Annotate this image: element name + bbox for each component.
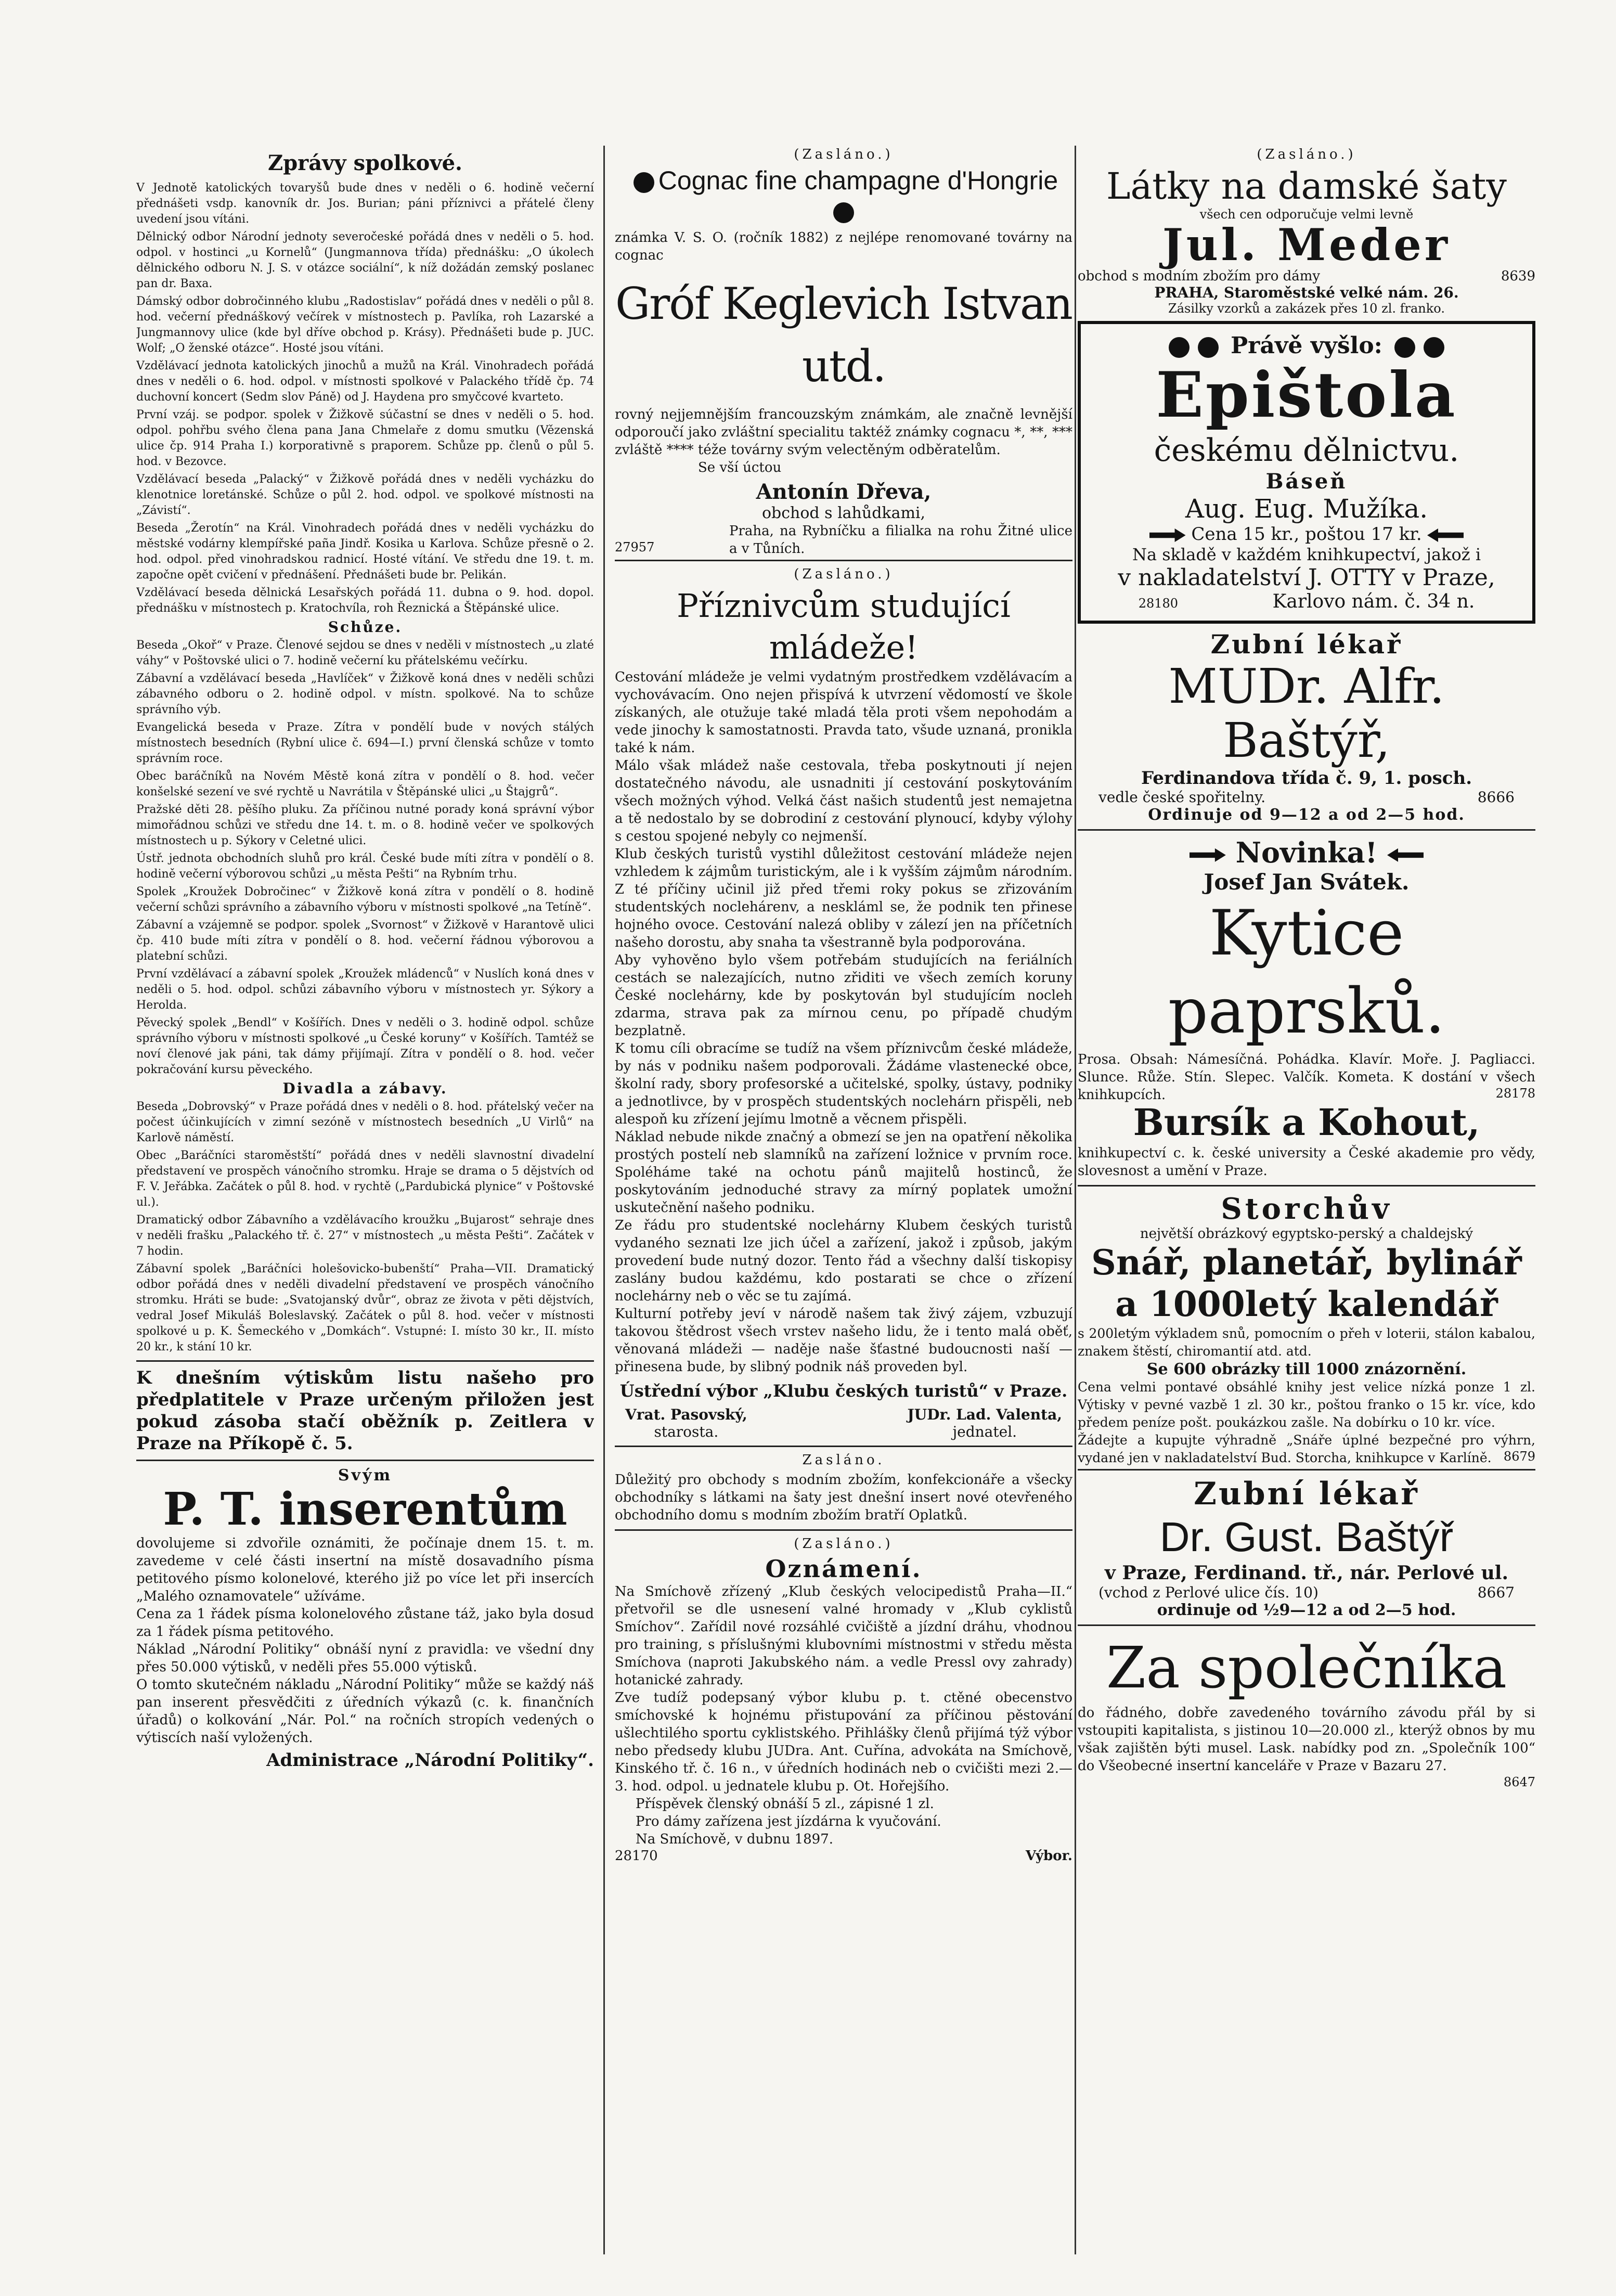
zaslano-label: Zasláno.	[802, 1452, 885, 1468]
author: Aug. Eug. Mužíka.	[1185, 494, 1428, 524]
dentist-name: Dr. Gust. Baštýř	[1159, 1514, 1454, 1560]
column-rule	[1075, 146, 1076, 2254]
news-item: Zábavní a vzdělávací beseda „Havlíček“ v Žižkově koná dnes v neděli schůzi zábavného odboru o 2. hodině odpol. v místn. spolkové. Na to schůze správního výb.	[136, 672, 594, 716]
news-item: Vzdělávací jednota katolických jinochů a mužů na Král. Vinohradech pořádá dnes v neděli o 6. hod. odpol. v místnosti spolkové v Palackého třídě čp. 74 duchovní koncert (Sedm slov Páně) od J. Haydena pro smyčcové kvarteto.	[136, 359, 594, 404]
ad-number: 8667	[1477, 1584, 1515, 1601]
administration-sign: Administrace „Národní Politiky“.	[266, 1750, 594, 1771]
dreva-sub: obchod s lahůdkami,	[761, 504, 926, 522]
bullet-dot	[1198, 337, 1219, 358]
divider	[1078, 829, 1535, 831]
meder-line	[1078, 268, 1535, 284]
signature-name: Výbor.	[1025, 1848, 1072, 1864]
ad-number: 8679	[1503, 1449, 1535, 1464]
article-paragraph: Aby vyhověno bylo všem potřebám studujících na feriálních cestách se nalezajících, nutno zřiditi ve všech zemích koruny České noclehárny, kde by poskytován byl studujícím nocleh zdarma, strava pak za mírnou cenu, po případě chudým bezplatně.	[615, 952, 1072, 1039]
dentist-label: Zubní lékař	[1194, 1476, 1419, 1512]
announcement-heading: Oznámení.	[765, 1555, 922, 1583]
announcement-footer	[615, 1848, 1072, 1864]
divider	[615, 1446, 1072, 1447]
article-paragraph: Příspěvek členský obnáší 5 zl., zápisné 1 zl.	[636, 1796, 934, 1812]
news-item: V Jednotě katolických tovaryšů bude dnes v neděli o 6. hodině večerní přednášeti vsdp. kanovník dr. Jos. Burian; páni příznivci a přátelé členy uvedení jsou vítáni.	[136, 182, 594, 226]
signature-name: Vrat. Pasovský,	[625, 1406, 747, 1423]
news-item: Ústř. jednota obchodních sluhů pro král. České bude míti zítra v pondělí o 8. hodině večerní výborovou schůzi „u města Pešti“ na Rybním trhu.	[136, 852, 594, 881]
latky-heading: Látky na damské šaty	[1106, 165, 1507, 208]
book-contents: Prosa. Obsah: Námesíčná. Pohádka. Klavír. Moře. J. Pagliacci. Slunce. Růže. Stín. Slepec. Valčík. Kometa. K dostání v všech knihkupcích.	[1078, 1052, 1535, 1103]
bullet-dot	[1169, 337, 1190, 358]
divider	[1078, 1624, 1535, 1626]
availability: Na skladě v každém knihkupectví, jakož i	[1132, 545, 1481, 564]
news-item: Zábavní a vzájemně se podpor. spolek „Svornost“ v Žižkově v Harantově ulici čp. 410 bude míti zítra v pondělí o 8. hod. večerní řádnou výborovou a platební schůzi.	[136, 919, 594, 963]
news-item: Pražské děti 28. pěšího pluku. Za příčinou nutné porady koná správní výbor mimořádnou schůzi ve středu dne 14. t. m. o 8. hodině večer ve spolkových místnostech u p. Sýkory v Celetné ulici.	[136, 803, 594, 847]
meder-brand: Jul. Meder	[1162, 219, 1451, 270]
bookshop-name: Bursík a Kohout,	[1133, 1101, 1480, 1144]
book-author: Josef Jan Svátek.	[1204, 869, 1410, 895]
epistola-subtitle: českému dělnictvu.	[1154, 432, 1459, 469]
cognac-subtitle: známka V. S. O. (ročník 1882) z nejlépe renomované továrny na cognac	[615, 230, 1072, 263]
students-heading: Příznivcům studující mládeže!	[677, 587, 1011, 666]
section-title: Zprávy spolkové.	[268, 151, 462, 175]
news-item: Evangelická beseda v Praze. Zítra v pondělí bude v nových stálých místnostech besedních (Rybní ulice č. 694—I.) první členská schůze v tomto správním roce.	[136, 721, 594, 765]
column-rule	[603, 146, 605, 2254]
signatures	[615, 1406, 1072, 1440]
dentist-line	[1078, 789, 1535, 806]
dreambook-text: s 200letým výkladem snů, pomocním o přeh v loterii, stálon kabalou, znakem štěstí, chiromantií atd. atd.	[1078, 1326, 1535, 1359]
dentist-hours: ordinuje od ½9—12 a od 2—5 hod.	[1157, 1601, 1456, 1619]
cognac-text: rovný nejjemnějším francouzským známkám, ale značně levnější odporoučí jako zvláštní specialitu taktéž známky cognacu *, **, *** zvláště **** téže továrny svým velectěným odběratelům.	[615, 407, 1072, 458]
publisher: v nakladatelství J. OTTY v Praze,	[1118, 564, 1495, 591]
partner-heading: Za společníka	[1106, 1634, 1507, 1701]
zaslano-label: (Zasláno.)	[794, 1536, 894, 1552]
keglevich-brand: Gróf Keglevich Istvan utd.	[615, 278, 1072, 392]
publisher-line	[1091, 591, 1522, 612]
zaslano-label: (Zasláno.)	[794, 147, 894, 162]
inserent-text: O tomto skutečném nákladu „Národní Politiky“ může se každý náš pan inserent přesvědčiti z úředních výkazů (c. k. finančních úřadů) o kolkování „Nár. Pol.“ na ročních stropích vedených o výtiscích naší vyložených.	[136, 1677, 594, 1746]
article-paragraph: Málo však mládež naše cestovala, třeba poskytnouti jí nejen dostatečného návodu, ale usnadniti jí cestování poskytováním všech možných výhod. Velká část našich studentů jest nemajetna a tě nedostalo by se dobrodiní z cestování plynoucí, kdyby výlohy s cestou spojené nebyly co nejmenší.	[615, 758, 1072, 844]
signature-role: starosta.	[654, 1423, 719, 1440]
meder-text: obchod s modním zbožím pro dámy	[1078, 268, 1321, 284]
meder-note: Zásilky vzorků a zakázek přes 10 zl. franko.	[1168, 301, 1445, 316]
inserent-text: Cena za 1 řádek písma kolonelového zůstane táž, jako byla dosud za 1 řádek písma petitového.	[136, 1606, 594, 1640]
news-item: Dělnický odbor Národní jednoty severočeské pořádá dnes v neděli o 5. hod. odpol. v hostinci „u Kornelů“ (Jungmannova třída) přednášku: „O úkolech dělnického odboru N. J. S. v otázce sociální“, k níž dožádán zemský poslanec pan dr. Baxa.	[136, 230, 594, 290]
pointing-hand-icon	[1427, 528, 1464, 542]
book-title: Kytice paprsků.	[1168, 897, 1445, 1048]
column-middle	[615, 135, 1072, 2265]
cognac-greeting: Se vší úctou	[698, 460, 782, 475]
news-item: Dámský odbor dobročinného klubu „Radostislav“ pořádá dnes v neděli o půl 8. hod. večerní přednáškový večírek v místnostech p. Pavlíka, roh Lazarské a Jungmannovy ulice (kde byl dříve obchod p. Krásy). Přednášeti bude p. JUC. Wolf; „O ženské otázce“. Hosté jsou vítáni.	[136, 295, 594, 355]
inserent-text: Náklad „Národní Politiky“ obnáší nyní z pravidla: ve všední dny přes 50.000 výtisků, v neděli přes 55.000 výtisků.	[136, 1642, 594, 1675]
ad-number: 8647	[1503, 1775, 1535, 1789]
bullet-dot	[1424, 337, 1444, 358]
pointing-hand-icon	[1190, 848, 1226, 862]
article-paragraph: Na Smíchově zřízený „Klub českých velocipedistů Praha—II.“ přetvořil se dle usnesení valné hromady v „Klub cyklistů Smíchov“. Zařídil nové rozsáhlé cvičiště a jízdní dráhu, vhodnou pro training, s příslušnými klubovními místnostmi v středu města Smíchova (naproti Jakubského nám. a vedle Pressl ovy zahrady) hotanické zahrady.	[615, 1584, 1072, 1688]
article-paragraph: Kulturní potřeby jeví v národě našem tak živý zájem, vzbuzují takovou štědrost všech vrstev našeho lidu, že i tento malá oběť, věnovaná mládeži — naděje naše šťastné budoucnosti naší — přinesena bude, by slibný podnik náš proveden byl.	[615, 1306, 1072, 1375]
dreva-address: Praha, na Rybníčku a filialka na rohu Žitné ulice a v Tůních.	[729, 523, 1072, 557]
inserent-text: dovolujeme si zdvořile oznámiti, že počínaje dnem 15. t. m. zavedeme v celé části insertní na místě dosavadního písma petitového písmo kolonelové, kterého již po více let při insercích „Malého oznamovatele“ užíváme.	[136, 1536, 594, 1604]
dentist-note: (vchod z Perlové ulice čís. 10)	[1098, 1584, 1318, 1601]
novelty-line: Novinka!	[1078, 836, 1535, 869]
article-paragraph: Náklad nebude nikde značný a obmezí se jen na opatření několika prostých postelí neb slamníků na zařízení ložnice v prvním roce. Spoléháme také na ochotu pánů majitelů hostinců, že poskytováním jednoduché stravy za mírný poplatek umožní uskutečnění našeho podniku.	[615, 1129, 1072, 1216]
article-paragraph: Ze řádu pro studentské noclehárny Klubem českých turistů vydaného seznati lze jich účel a zařízení, jakož i způsob, jakým provedení bude nutný dozor. Tento řád a všechny další tiskopisy zaslány budou každému, kdo postarati se chce o zřízení noclehárny neb o věc se tu zajímá.	[615, 1218, 1072, 1304]
article-paragraph: Klub českých turistů vystihl důležitost cestování mládeže nejen vzhledem k zájmům turistickým, ale i k vyšším zájmům národním. Z té příčiny učinil již před třemi roky pokus se zřizováním studentských noclehárenv, a neskláml se, že podnik ten přinese hojného ovoce. Cestování nalezá obliby v zálezí jen na příčetních našeho dorostu, aby snaha ta všestranně byla podporována.	[615, 846, 1072, 950]
meder-address: PRAHA, Staroměstské velké nám. 26.	[1154, 284, 1459, 301]
inserent-heading: P. T. inserentům	[163, 1483, 567, 1536]
new-release-label: Právě vyšlo:	[1091, 332, 1522, 359]
news-item: Pěvecký spolek „Bendl“ v Košířích. Dnes v neděli o 3. hodině odpol. schůze správního výboru v místnosti spolkové „u České koruny“ v Košířích. Tamtéž se noví členové jak páni, tak dámy přijímají. Zítra v pondělí o 8. hod. večer pokračování kursu pěveckého.	[136, 1016, 594, 1076]
dreva-name: Antonín Dřeva,	[756, 480, 932, 504]
ad-number: 27957	[615, 540, 655, 554]
dentist-name: MUDr. Alfr. Baštýř,	[1168, 659, 1445, 768]
news-item: Vzdělávací beseda dělnická Lesařských pořádá 11. dubna o 9. hod. dopol. přednášku v místnostech p. Kratochvíla, roh Řeznická a Štěpánské ulice.	[136, 586, 594, 615]
news-item: Beseda „Žerotín“ na Král. Vinohradech pořádá dnes v neděli vycházku do městské vodárny klempířské paña Jindř. Kosika u Karlova. Schůze přesně o 2. hod. odpol. před vinohradskou radnicí. Hosté vítání. Ve středu dne 19. t. m. započne opět cvičení v přednášení. Přednášeti bude br. Pelikán.	[136, 522, 594, 582]
dentist-line	[1078, 1584, 1535, 1601]
pointing-hand-icon	[1387, 848, 1424, 862]
dreambook-text: Cena velmi pontavé obsáhlé knihy jest velice nízká ponze 1 zl. Výtisky v pevné vazbě 1 zl. 30 kr., poštou franko o 15 kr. více, kdo předem peníze pošt. poukázkou zašle. Na dobírku o 10 kr. více.	[1078, 1379, 1535, 1430]
divider	[136, 1460, 594, 1461]
dentist-address: Ferdinandova třída č. 9, 1. posch.	[1141, 768, 1472, 789]
ad-number: 8666	[1477, 789, 1515, 806]
cognac-heading: Cognac fine champagne d'Hongrie	[615, 165, 1072, 226]
dreambook-title: Snář, planetář, bylinář	[1091, 1242, 1522, 1283]
dreambook-title2: a 1000letý kalendář	[1115, 1284, 1498, 1324]
article-paragraph: Cestování mládeže je velmi vydatným prostředkem vzdělávacím a vychovávacím. Ono nejen přispívá k utvrzení vědomostí ve škole získaných, ale otužuje také mladá těla proti všem nepohodám a vede jinochy k samostatnosti. Pravda tato, všude uznaná, pronikla také k nám.	[615, 669, 1072, 756]
news-item: Vzdělávací beseda „Palacký“ v Žižkově pořádá dnes v neděli vycházku do klenotnice loretánské. Schůze o půl 2. hod. odpol. ve spolkové místnosti na „Závistí“.	[136, 473, 594, 517]
divider	[615, 1529, 1072, 1531]
announcement-date: Na Smíchově, v dubnu 1897.	[636, 1831, 834, 1847]
committee-sign: Ústřední výbor „Klubu českých turistů“ v Praze.	[619, 1381, 1068, 1401]
news-item: První vzdělávací a zábavní spolek „Kroužek mládenců“ v Nuslích koná dnes v neděli o 5. hod. odpol. schůzi zábavního výboru v místnostech yr. Sýkory a Herolda.	[136, 968, 594, 1012]
signature-name: JUDr. Lad. Valenta,	[907, 1406, 1062, 1423]
bullet-dot	[634, 172, 654, 193]
supplement-notice: K dnešním výtiskům listu našeho pro předplatitele v Praze určeným přiložen jest pokud zásoba stačí oběžník p. Zeitlera v Praze na Příkopě č. 5.	[136, 1368, 594, 1454]
subsection-title: Divadla a zábavy.	[282, 1080, 448, 1097]
ad-intro: Svým	[338, 1466, 393, 1485]
publisher-address: Karlovo nám. č. 34 n.	[1272, 591, 1475, 612]
column-ads	[1078, 135, 1535, 2265]
dentist-label: Zubní lékař	[1210, 629, 1403, 660]
epistola-ad	[1078, 321, 1535, 624]
storch-brand: Storchův	[1221, 1192, 1392, 1226]
bullet-dot	[833, 202, 854, 223]
divider	[1078, 1469, 1535, 1471]
divider	[1078, 1185, 1535, 1186]
price-line: Cena 15 kr., poštou 17 kr.	[1091, 524, 1522, 545]
subsection-title: Schůze.	[328, 618, 403, 636]
column-society-news	[136, 135, 594, 2265]
zaslano-label: (Zasláno.)	[1257, 147, 1356, 162]
ad-number: 8639	[1501, 268, 1535, 284]
poem-label: Báseň	[1265, 469, 1348, 494]
epistola-title: Epištola	[1156, 358, 1457, 432]
article-paragraph: Zve tudíž podepsaný výbor klubu p. t. ctěné obecenstvo smíchovské k hojnému přistupování za příčinou pěstování ušlechtilého sportu cyklistského. Přihlášky členů přijímá týž výbor nebo předsedy klubu JUDra. Ant. Cuřína, advokáta na Smíchově, Kinského tř. č. 16 n., v úředních hodinách neb o cvičišti mezi 2.—3. hod. odpol. u jednatele klubu p. Ot. Hořejšího.	[615, 1690, 1072, 1794]
dentist-address: v Praze, Ferdinand. tř., nár. Perlové ul.	[1105, 1562, 1508, 1584]
ad-number: 28178	[1495, 1086, 1535, 1101]
bullet-dot	[1394, 337, 1415, 358]
zaslano-label: (Zasláno.)	[794, 566, 894, 582]
partner-text: do řádného, dobře zavedeného továrního závodu přál by si vstoupiti kapitalista, s jistinou 10—20.000 zl., kterýž obnos by mu však zajištěn býti musel. Lask. nabídky pod zn. „Společník 100“ do Všeobecné insertní kanceláře v Praze v Bazaru 27.	[1078, 1705, 1535, 1774]
dentist-hours: Ordinuje od 9—12 a od 2—5 hod.	[1148, 806, 1465, 824]
article-paragraph: K tomu cíli obracíme se tudíž na všem příznivcům české mládeže, by nás v podniku našem podporovali. Žádáme vlastenecké obce, školní rady, sbory profesorské a učitelské, spolky, ústavy, podniky a jednotlivce, by v prospěch studentských noclehárn přispěli, neb alespoň ku zřízení jejímu lmotně a věcnem přispěli.	[615, 1041, 1072, 1127]
dreambook-text: Se 600 obrázky till 1000 znázornění.	[1146, 1360, 1467, 1378]
news-item: Spolek „Kroužek Dobročinec“ v Žižkově koná zítra v pondělí o 8. hodině večerní schůzi správního a zábavního výboru v místnosti spolkové „na Tetíně“.	[136, 885, 594, 914]
news-item: Dramatický odbor Zábavního a vzdělávacího kroužku „Bujarost“ sehraje dnes v neděli frašku „Palackého tř. č. 27“ v místnostech „u města Pešti“. Začátek v 7 hodin.	[136, 1214, 594, 1258]
ad-number: 28170	[615, 1848, 658, 1864]
news-item: Beseda „Okoř“ v Praze. Členové sejdou se dnes v neděli v místnostech „u zlaté váhy“ v Poštovské ulici o 7. hodině večerní ku přátelskému večírku.	[136, 639, 594, 667]
divider	[136, 1360, 594, 1362]
bookshop-text: knihkupectví c. k. české university a České akademie pro vědy, slovesnost a umění v Praze.	[1078, 1145, 1535, 1179]
news-item: Beseda „Dobrovský“ v Praze pořádá dnes v neděli o 8. hod. přátelský večer na počest účinkujících v zimní sezóně v místnostech besedních „U Virlů“ na Karlově náměstí.	[136, 1100, 594, 1144]
dreambook-text: Žádejte a kupujte výhradně „Snáře úplné bezpečné pro výhrn, vydané jen v nakladatelství Bud. Storcha, knihkupce v Karlíně.	[1078, 1433, 1535, 1465]
dentist-note: vedle české spořitelny.	[1098, 789, 1266, 806]
news-item: Zábavní spolek „Baráčníci holešovicko-bubenští“ Praha—VII. Dramatický odbor pořádá dnes v neděli divadelní představení ve prospěch vánočního stromku. Hráti se bude: „Svatojanský dvůr“, obraz ze života v pěti dějstvích, vedral Josef Mikuláš Boleslavský. Začátek o půl 8. hod. večer v místnosti spolkové u p. K. Šemeckého v „Domkách“. Vstupné: I. místo 30 kr., II. místo 20 kr., k stání 10 kr.	[136, 1262, 594, 1353]
news-item: Obec baráčníků na Novém Městě koná zítra v pondělí o 8. hod. večer konšelské sezení ve své rychtě u Navrátila v Štěpánské ulici „u Štajgrů“.	[136, 770, 594, 798]
news-item: Obec „Baráčníci staroměstští“ pořádá dnes v neděli slavnostní divadelní představení ve prospěch vánočního stromku. Hraje se drama o 5 dějstvích od F. V. Jeřábka. Začátek o půl 8. hod. v rychtě („Pardubická plynice“ v Poštovské ul.).	[136, 1149, 594, 1209]
divider	[615, 560, 1072, 561]
signature-role: jednatel.	[952, 1423, 1017, 1440]
ad-number: 28180	[1138, 596, 1179, 611]
oplatka-text: Důležitý pro obchody s modním zbožím, konfekcionáře a všecky obchodníky s látkami na šaty jest dnešní insert nové otevřeného obchodního domu s modním zbožím bratří Oplatků.	[615, 1472, 1072, 1523]
pointing-hand-icon	[1149, 528, 1186, 542]
article-paragraph: Pro dámy zařízena jest jízdárna k vyučování.	[636, 1814, 941, 1829]
news-item: První vzáj. se podpor. spolek v Žižkově súčastní se dnes v neděli o 5. hod. odpol. pohřbu svého člena pana Jana Chmelaře z domu smutku (Vězenská ulice čp. 914 Praha I.) korporativně s praporem. Schůze pp. členů o půl 5. hod. v Bezovce.	[136, 408, 594, 468]
latky-sub: všech cen odporučuje velmi levně	[1199, 207, 1414, 222]
dreambook-sub: největší obrázkový egyptsko-perský a chaldejský	[1140, 1226, 1473, 1242]
